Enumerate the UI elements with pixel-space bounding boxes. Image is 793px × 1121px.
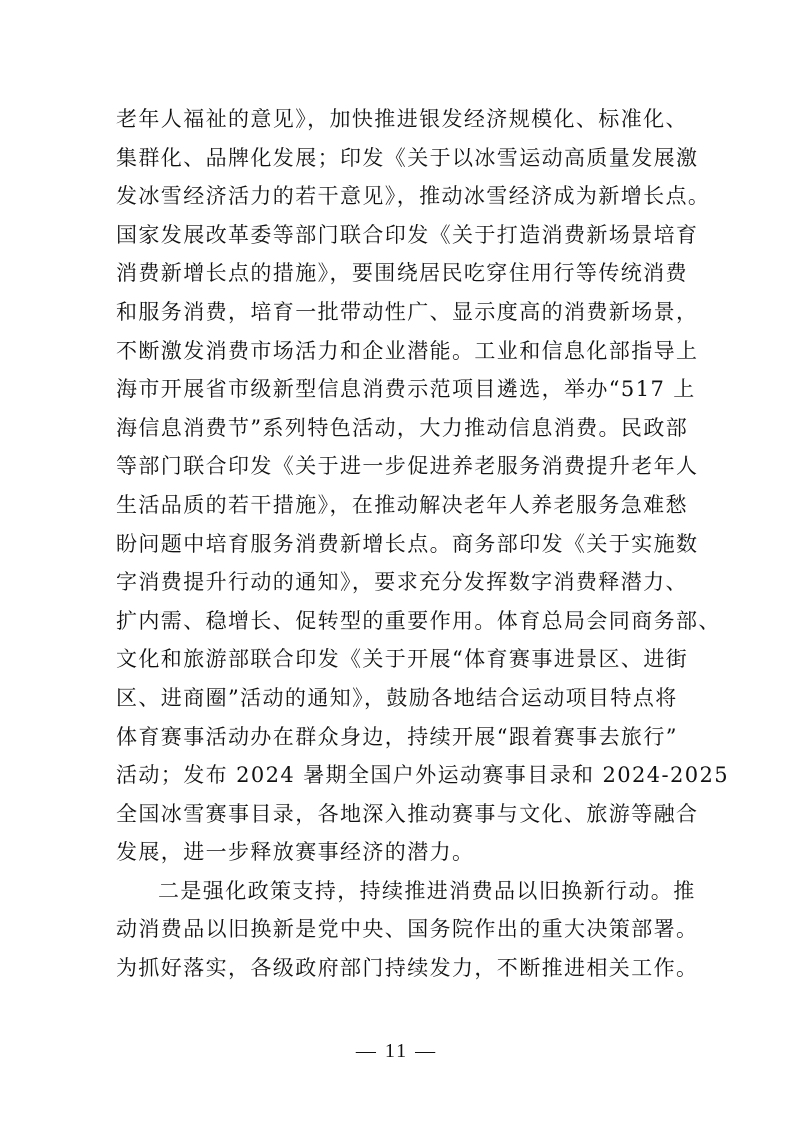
paragraph-start-line: 二是强化政策支持，持续推进消费品以旧换新行动。推 — [158, 878, 696, 903]
text-line: 全国冰雪赛事目录，各地深入推动赛事与文化、旅游等融合 — [116, 801, 699, 826]
text-line: 集群化、品牌化发展；印发《关于以冰雪运动高质量发展激 — [116, 145, 699, 170]
text-line: 国家发展改革委等部门联合印发《关于打造消费新场景培育 — [116, 222, 699, 247]
text-line: 发冰雪经济活力的若干意见》，推动冰雪经济成为新增长点。 — [116, 184, 711, 209]
text-line: 盼问题中培育服务消费新增长点。商务部印发《关于实施数 — [116, 531, 699, 556]
text-line: 海市开展省市级新型信息消费示范项目遴选，举办“517 上 — [116, 377, 696, 402]
body-text — [116, 100, 730, 988]
text-line: 海信息消费节”系列特色活动，大力推动信息消费。民政部 — [116, 415, 689, 440]
text-line: 区、进商圈”活动的通知》，鼓励各地结合运动项目特点将 — [116, 685, 678, 710]
text-line: 体育赛事活动办在群众身边，持续开展“跟着赛事去旅行” — [116, 724, 678, 749]
text-line: 为抓好落实，各级政府部门持续发力，不断推进相关工作。 — [116, 956, 699, 981]
text-line: 扩内需、稳增长、促转型的重要作用。体育总局会同商务部、 — [116, 608, 721, 633]
text-line: 不断激发消费市场活力和企业潜能。工业和信息化部指导上 — [116, 338, 699, 363]
text-line: 老年人福祉的意见》，加快推进银发经济规模化、标准化、 — [116, 107, 688, 131]
text-line: 发展，进一步释放赛事经济的潜力。 — [116, 840, 475, 865]
text-line: 文化和旅游部联合印发《关于开展“体育赛事进景区、进街 — [116, 647, 689, 672]
text-line: 字消费提升行动的通知》，要求充分发挥数字消费释潜力、 — [116, 570, 688, 595]
text-line: 消费新增长点的措施》，要围绕居民吃穿住用行等传统消费 — [116, 261, 688, 286]
text-line: 生活品质的若干措施》，在推动解决老年人养老服务急难愁 — [116, 492, 688, 517]
page-number: — 11 — — [355, 1040, 438, 1062]
text-line: 等部门联合印发《关于进一步促进养老服务消费提升老年人 — [116, 454, 699, 479]
text-line: 和服务消费，培育一批带动性广、显示度高的消费新场景， — [116, 299, 699, 324]
text-line: 动消费品以旧换新是党中央、国务院作出的重大决策部署。 — [116, 917, 699, 942]
text-line: 活动；发布 2024 暑期全国户外运动赛事目录和 2024-2025 — [116, 763, 730, 788]
